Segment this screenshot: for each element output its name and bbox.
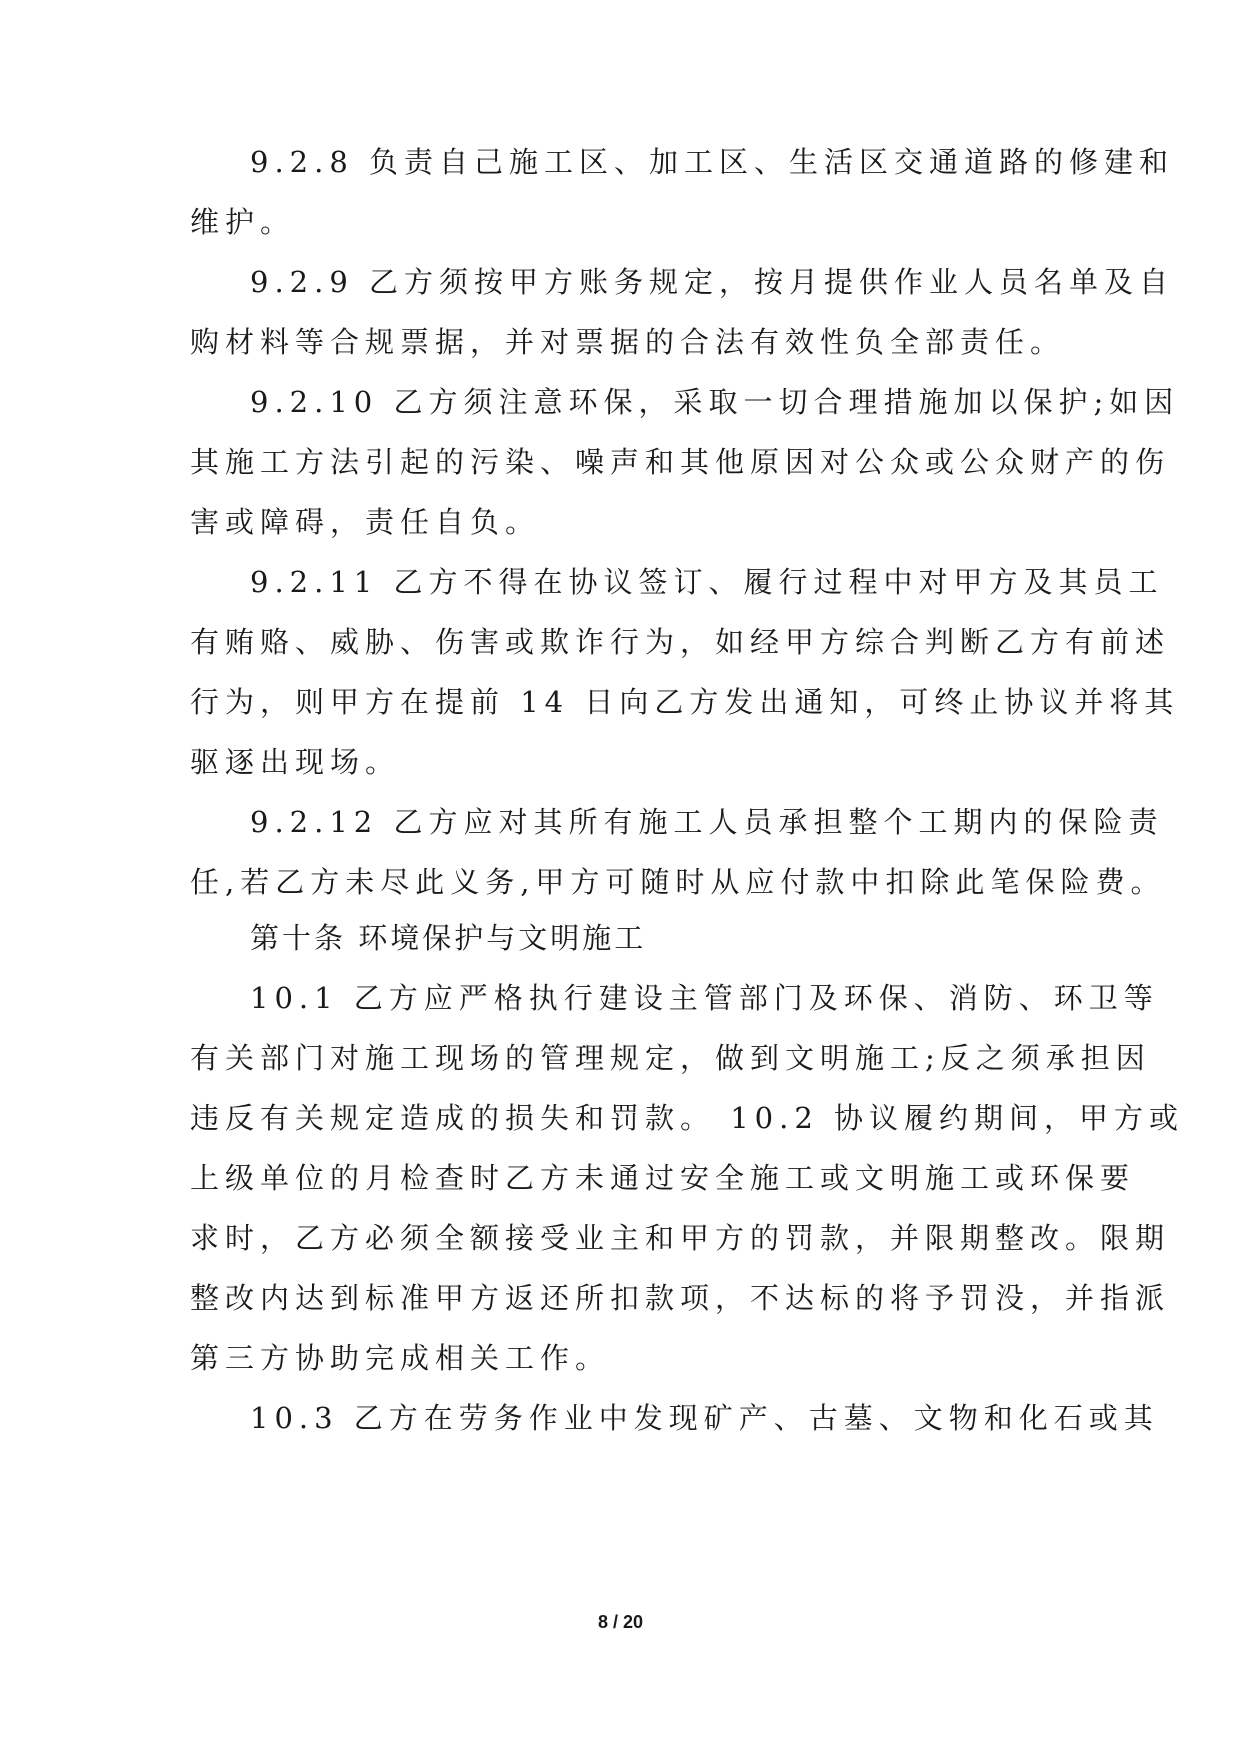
- text-line: 维护。: [190, 205, 296, 239]
- text-line: 9.2.10 乙方须注意环保，采取一切合理措施加以保护;如因: [250, 385, 1180, 419]
- text-line: 整改内达到标准甲方返还所扣款项，不达标的将予罚没，并指派: [190, 1281, 1171, 1315]
- text-line: 有关部门对施工现场的管理规定，做到文明施工;反之须承担因: [190, 1041, 1151, 1075]
- section-heading: 第十条 环境保护与文明施工: [250, 921, 647, 955]
- text-line: 行为，则甲方在提前 14 日向乙方发出通知，可终止协议并将其: [190, 685, 1180, 719]
- text-line: 9.2.8 负责自己施工区、加工区、生活区交通道路的修建和: [250, 145, 1175, 179]
- text-line: 9.2.9 乙方须按甲方账务规定，按月提供作业人员名单及自: [250, 265, 1175, 299]
- text-line: 违反有关规定造成的损失和罚款。 10.2 协议履约期间，甲方或: [190, 1101, 1185, 1135]
- text-line: 求时，乙方必须全额接受业主和甲方的罚款，并限期整改。限期: [190, 1221, 1171, 1255]
- text-line: 任,若乙方未尽此义务,甲方可随时从应付款中扣除此笔保险费。: [190, 865, 1166, 899]
- text-line: 9.2.12 乙方应对其所有施工人员承担整个工期内的保险责: [250, 805, 1164, 839]
- text-line: 10.1 乙方应严格执行建设主管部门及环保、消防、环卫等: [250, 981, 1159, 1015]
- text-line: 有贿赂、威胁、伤害或欺诈行为，如经甲方综合判断乙方有前述: [190, 625, 1171, 659]
- text-line: 驱逐出现场。: [190, 745, 401, 779]
- text-line: 害或障碍，责任自负。: [190, 505, 541, 539]
- text-line: 其施工方法引起的污染、噪声和其他原因对公众或公众财产的伤: [190, 445, 1171, 479]
- text-line: 上级单位的月检查时乙方未通过安全施工或文明施工或环保要: [190, 1161, 1136, 1195]
- text-line: 9.2.11 乙方不得在协议签订、履行过程中对甲方及其员工: [250, 565, 1164, 599]
- text-line: 10.3 乙方在劳务作业中发现矿产、古墓、文物和化石或其: [250, 1401, 1159, 1435]
- text-line: 购材料等合规票据，并对票据的合法有效性负全部责任。: [190, 325, 1066, 359]
- page-number: 8 / 20: [597, 1612, 644, 1632]
- text-line: 第三方协助完成相关工作。: [190, 1341, 611, 1375]
